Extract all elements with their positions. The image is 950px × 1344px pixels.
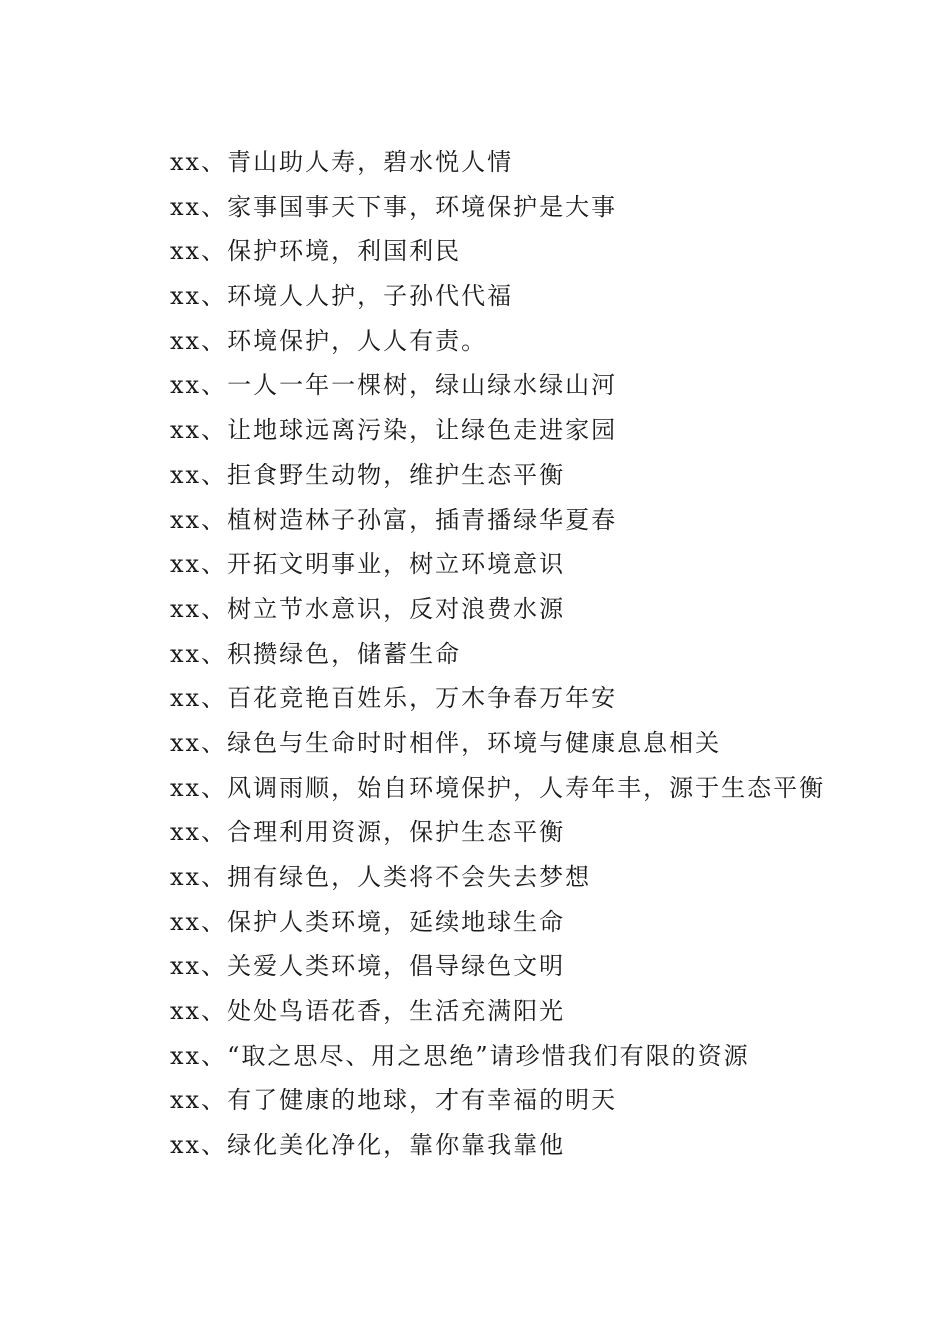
slogan-line: xx、拥有绿色，人类将不会失去梦想 (170, 863, 592, 891)
slogan-line: xx、一人一年一棵树，绿山绿水绿山河 (170, 371, 618, 400)
slogan-line: xx、有了健康的地球，才有幸福的明天 (170, 1086, 618, 1115)
slogan-line: xx、开拓文明事业，树立环境意识 (170, 550, 566, 579)
slogan-line: xx、树立节水意识，反对浪费水源 (170, 594, 566, 623)
slogan-list (170, 140, 825, 1168)
slogan-line: xx、风调雨顺，始自环境保护，人寿年丰，源于生态平衡 (170, 773, 826, 802)
slogan-line: xx、保护人类环境，延续地球生命 (170, 907, 566, 936)
slogan-line: xx、拒食野生动物，维护生态平衡 (170, 460, 566, 489)
slogan-line: xx、关爱人类环境，倡导绿色文明 (170, 952, 566, 981)
slogan-line: xx、绿化美化净化，靠你靠我靠他 (170, 1131, 566, 1160)
slogan-line: xx、青山助人寿，碧水悦人情 (170, 148, 514, 176)
slogan-line: xx、积攒绿色，储蓄生命 (170, 639, 462, 668)
slogan-line: xx、合理利用资源，保护生态平衡 (170, 818, 566, 847)
slogan-line: xx、让地球远离污染，让绿色走进家园 (170, 416, 618, 445)
slogan-line: xx、植树造林子孙富，插青播绿华夏春 (170, 505, 618, 534)
slogan-line: xx、保护环境，利国利民 (170, 237, 462, 266)
slogan-line: xx、绿色与生命时时相伴，环境与健康息息相关 (170, 728, 722, 757)
slogan-line: xx、百花竞艳百姓乐，万木争春万年安 (170, 684, 618, 713)
slogan-line: xx、环境保护，人人有责。 (170, 326, 488, 355)
slogan-line: xx、环境人人护，子孙代代福 (170, 282, 514, 311)
slogan-line: xx、“取之思尽、用之思绝”请珍惜我们有限的资源 (170, 1041, 750, 1070)
slogan-line: xx、家事国事天下事，环境保护是大事 (170, 192, 618, 221)
slogan-line: xx、处处鸟语花香，生活充满阳光 (170, 997, 566, 1026)
